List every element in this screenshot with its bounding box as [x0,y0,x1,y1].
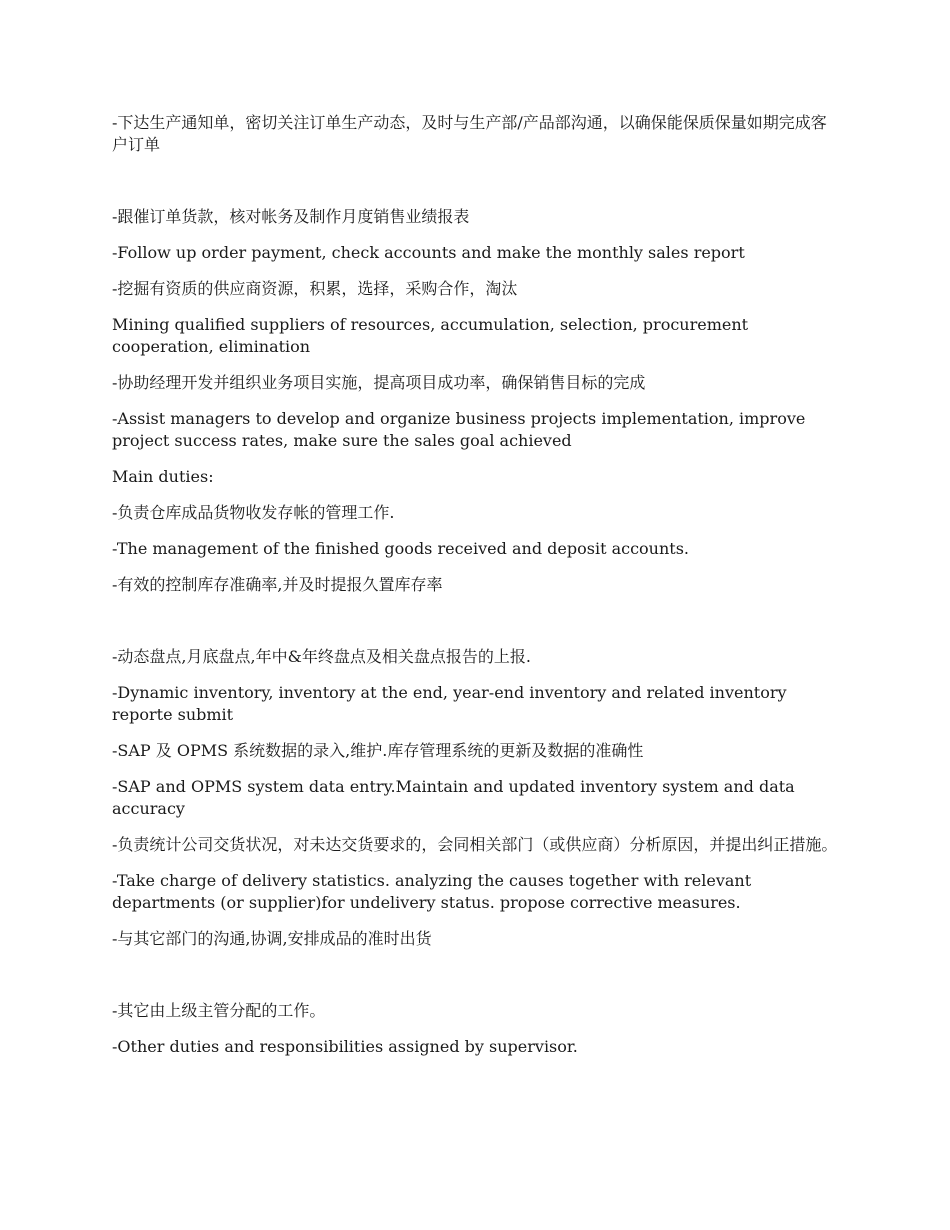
paragraph-coordination-cn: -与其它部门的沟通,协调,安排成品的准时出货 [112,929,432,948]
paragraph-suppliers-cn: -挖掘有资质的供应商资源，积累，选择，采购合作，淘汰 [112,279,518,298]
paragraph-assist-managers-en: -Assist managers to develop and organize business projects implementation, improve project success rates, make sure the sales goal achieved [112,409,806,450]
paragraph-warehouse-en: -The management of the finished goods received and deposit accounts. [112,539,690,558]
paragraph-warehouse-cn: -负责仓库成品货物收发存帐的管理工作. [112,503,395,522]
paragraph-other-duties-cn: -其它由上级主管分配的工作。 [112,1001,326,1020]
paragraph-delivery-en: -Take charge of delivery statistics. analyzing the causes together with relevant departments (or supplier)for undelivery status. propose corrective measures. [112,871,752,912]
paragraph-payment-followup-cn: -跟催订单货款，核对帐务及制作月度销售业绩报表 [112,207,470,226]
paragraph-payment-followup-en: -Follow up order payment, check accounts and make the monthly sales report [112,243,745,262]
paragraph-delivery-cn: -负责统计公司交货状况，对未达交货要求的，会同相关部门（或供应商）分析原因，并提出纠正措施。 [112,835,838,854]
paragraph-inventory-accuracy-cn: -有效的控制库存准确率,并及时提报久置库存率 [112,575,443,594]
paragraph-stocktake-cn: -动态盘点,月底盘点,年中&年终盘点及相关盘点报告的上报. [112,647,531,666]
paragraph-suppliers-en: Mining qualified suppliers of resources, accumulation, selection, procurement cooperation, elimination [112,315,749,356]
paragraph-sap-cn: -SAP 及 OPMS 系统数据的录入,维护.库存管理系统的更新及数据的准确性 [112,741,644,760]
section-heading-main-duties: Main duties: [112,467,214,486]
paragraph-assist-managers-cn: -协助经理开发并组织业务项目实施，提高项目成功率，确保销售目标的完成 [112,373,646,392]
document-body [112,112,842,1072]
paragraph-production-notice: -下达生产通知单，密切关注订单生产动态，及时与生产部/产品部沟通，以确保能保质保量如期完成客户订单 [112,113,827,154]
paragraph-sap-en: -SAP and OPMS system data entry.Maintain and updated inventory system and data accuracy [112,777,795,818]
paragraph-other-duties-en: -Other duties and responsibilities assigned by supervisor. [112,1037,578,1056]
paragraph-stocktake-en: -Dynamic inventory, inventory at the end, year-end inventory and related inventory reporte submit [112,683,787,724]
